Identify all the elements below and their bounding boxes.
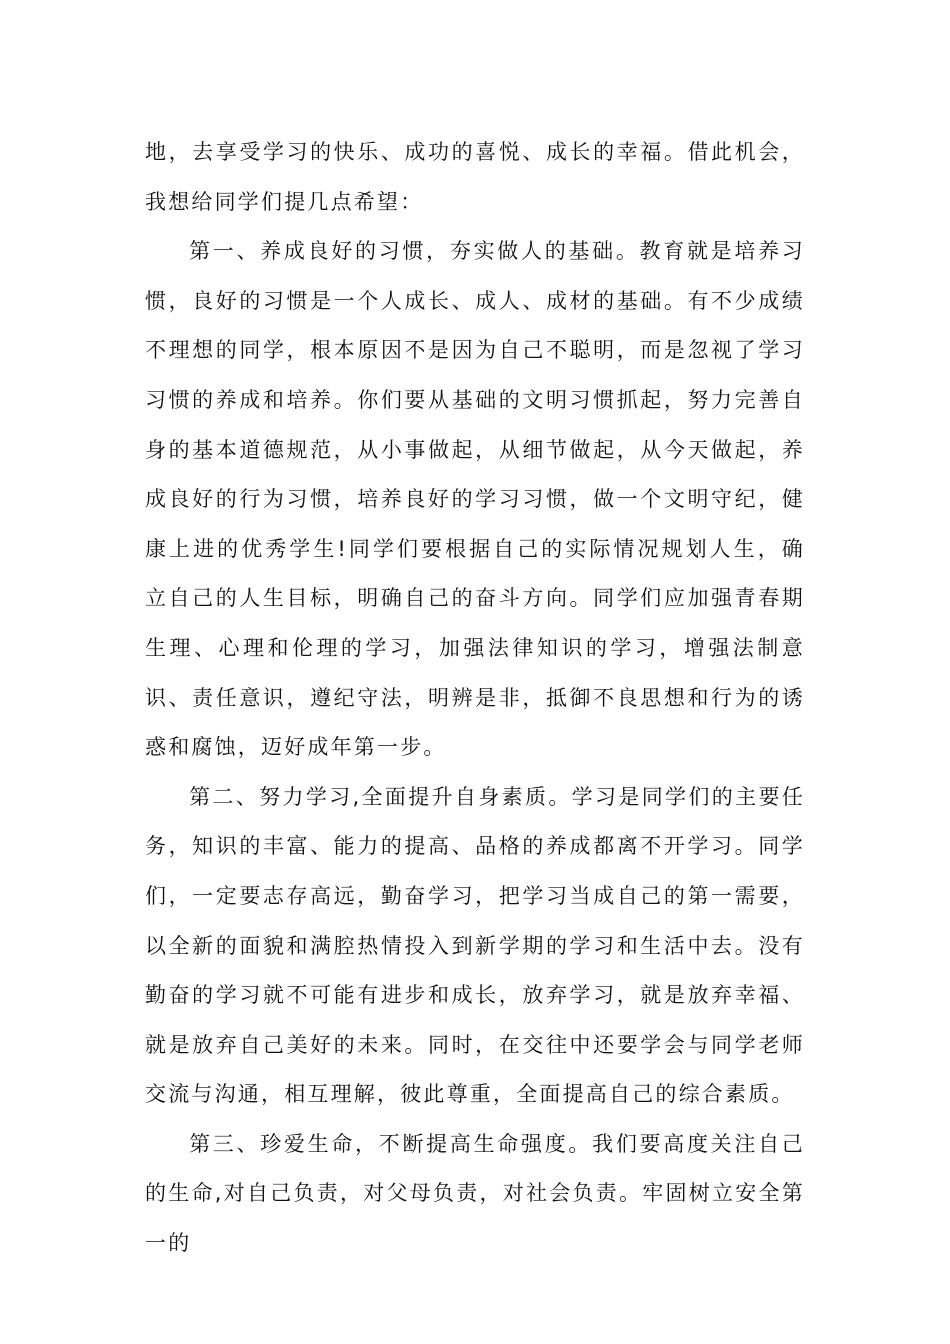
- paragraph-second-hope: 第二、努力学习,全面提升自身素质。学习是同学们的主要任务，知识的丰富、能力的提高、品格的养成都离不开学习。同学们，一定要志存高远，勤奋学习，把学习当成自己的第一需要，以全新的面貌和满腔热情投入到新学期的学习和生活中去。没有勤奋的学习就不可能有进步和成长，放弃学习，就是放弃幸福、就是放弃自己美好的未来。同时，在交往中还要学会与同学老师交流与沟通，相互理解，彼此尊重，全面提高自己的综合素质。: [145, 784, 805, 1107]
- paragraph-third-hope: 第三、珍爱生命，不断提高生命强度。我们要高度关注自己的生命,对自己负责，对父母负责，对社会负责。牢固树立安全第一的: [145, 1131, 805, 1256]
- document-body: [145, 128, 805, 1269]
- paragraph-continuation: 地，去享受学习的快乐、成功的喜悦、成长的幸福。借此机会，我想给同学们提几点希望：: [145, 140, 805, 214]
- paragraph-first-hope: 第一、养成良好的习惯，夯实做人的基础。教育就是培养习惯，良好的习惯是一个人成长、成人、成材的基础。有不少成绩不理想的同学，根本原因不是因为自己不聪明，而是忽视了学习习惯的养成和培养。你们要从基础的文明习惯抓起，努力完善自身的基本道德规范，从小事做起，从细节做起，从今天做起，养成良好的行为习惯，培养良好的学习习惯，做一个文明守纪，健康上进的优秀学生!同学们要根据自己的实际情况规划人生，确立自己的人生目标，明确自己的奋斗方向。同学们应加强青春期生理、心理和伦理的学习，加强法律知识的学习，增强法制意识、责任意识，遵纪守法，明辨是非，抵御不良思想和行为的诱惑和腐蚀，迈好成年第一步。: [145, 239, 805, 760]
